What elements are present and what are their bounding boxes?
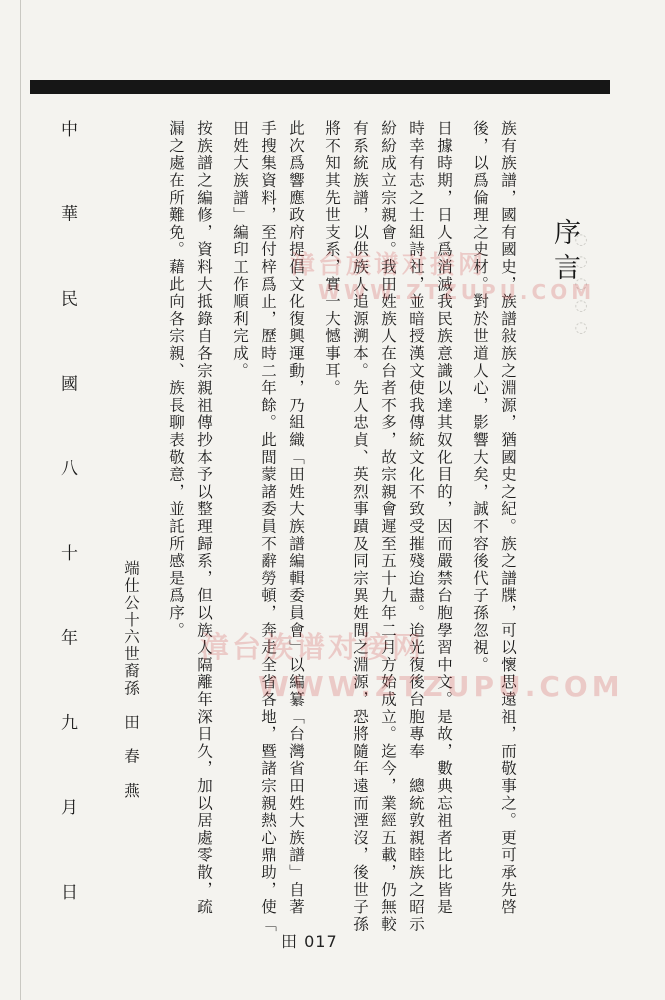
- date-char: 國: [57, 374, 77, 460]
- watermark-text-top: 漳台族谱对接网: [290, 250, 487, 279]
- watermark-text-bottom: 漳台族谱对接网: [200, 630, 425, 664]
- text-column-1: 族有族譜，國有國史，族譜敍族之淵源，猶國史之紀。族之譜牒，可以懷思遠祖，而敬事之。更可承先啓: [499, 120, 517, 916]
- text-column-3: 日據時期，日人爲消滅我民族意識以達其奴化目的，因而嚴禁台胞學習中文。是故，數典忘祖者比比皆是: [435, 120, 453, 916]
- text-column-6: 有系統族譜，以供族人追源溯本。先人忠貞、英烈事蹟及同宗異姓間之淵源，恐將隨年遠而湮沒，後世子孫: [351, 120, 369, 934]
- date-char: 九: [57, 713, 77, 799]
- page-number: 田 017: [281, 932, 338, 951]
- date-char: 八: [57, 459, 77, 544]
- date-line: [56, 120, 78, 900]
- watermark-url-top: WWW.ZTZUPU.COM: [318, 280, 596, 304]
- text-column-11: 按族譜之編修，資料大抵錄自各宗親祖傳抄本予以整理歸系，但以族人隔離年深日久，加以居處零散，疏: [195, 120, 213, 916]
- page-title: 序言: [549, 218, 580, 288]
- text-column-9: 手搜集資料，至付梓爲止，歷時二年餘。此間蒙諸委員不辭勞頓，奔走全省各地，暨諸宗親熱心鼎助，使「: [259, 120, 277, 934]
- text-column-7: 將不知其先世支系，實一大憾事耳。: [323, 120, 341, 397]
- date-char: 中: [57, 120, 77, 205]
- text-column-8: 此次爲響應政府提倡文化復興運動，乃組織「田姓大族譜編輯委員會」以編纂「台灣省田姓大族譜」自著: [287, 120, 305, 916]
- watermark-url-bottom: WWW.ZTZUPU.COM: [258, 670, 624, 703]
- text-column-10: 田姓大族譜」編印工作順利完成。: [231, 120, 249, 380]
- date-char: 日: [57, 883, 77, 901]
- text-column-5: 紛紛成立宗親會。我田姓族人在台者不多，故宗親會遲至五十九年二月方始成立。迄今，業經五載，仍無較: [379, 120, 397, 934]
- author-signature: 端仕公十六世裔孫 田 春 燕: [122, 560, 140, 800]
- date-char: 年: [57, 628, 77, 714]
- top-black-bar: [30, 80, 610, 94]
- scan-edge-line: [20, 0, 21, 1000]
- text-column-2: 後，以爲倫理之史材。對於世道人心，影響大矣，誠不容後代子孫忽視。: [471, 120, 489, 674]
- text-column-12: 漏之處在所難免。藉此向各宗親、族長聊表敬意，並託所感是爲序。: [167, 120, 185, 639]
- date-char: 民: [57, 289, 77, 375]
- date-char: 華: [57, 204, 77, 290]
- text-column-4: 時幸有志之士組詩社，並暗授漢文使我傳統文化不致受摧殘迨盡。迨光復後台胞專奉 總統敦親睦族之昭示: [407, 120, 425, 934]
- date-char: 十: [57, 543, 77, 629]
- date-char: 月: [57, 798, 77, 884]
- bleed-through-mark: ◌◌◌◌◌: [572, 230, 590, 340]
